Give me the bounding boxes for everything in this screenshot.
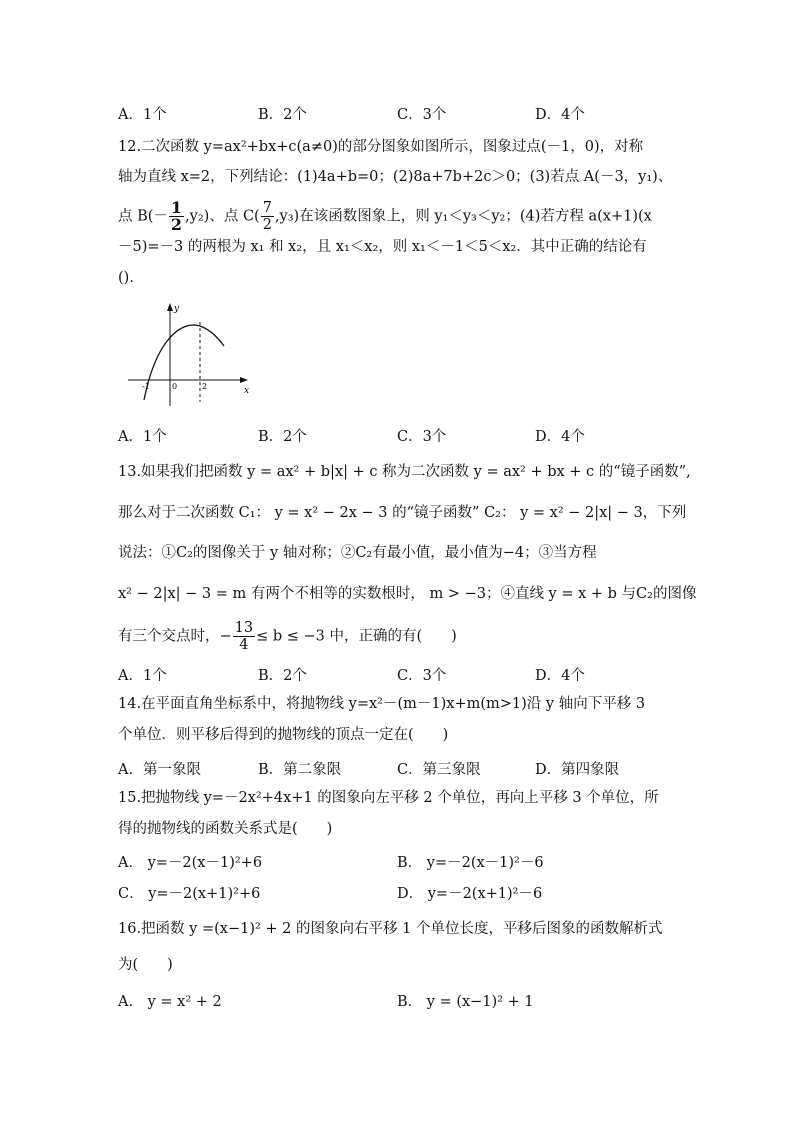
x-label: x [244,386,250,396]
q13-line-4: x² − 2|x| − 3 = m 有两个不相等的实数根时， m > −3；④直线 y = x + b 与C₂的图像 [118,586,697,602]
frac-den: 4 [239,637,249,653]
q16-options [118,990,678,1010]
q13-line-5a: 有三个交点时，− [118,628,232,645]
q13-options [118,664,678,684]
q13-fraction [233,620,255,653]
frac-num: 1 [170,198,183,217]
option-a[interactable]: A．1个 [118,107,167,123]
option-c[interactable]: C．3个 [397,668,447,684]
q13-line-3: 说法：①C₂的图像关于 y 轴对称；②C₂有最小值，最小值为−4；③当方程 [118,545,597,561]
q15-line-2: 得的抛物线的函数关系式是( ) [118,821,333,837]
option-c[interactable]: C．第三象限 [397,762,481,778]
option-c[interactable]: C．3个 [397,429,447,445]
q12-line-3c: ,y₃)在该函数图象上，则 y₁＜y₃＜y₂；(4)若方程 a(x+1)(x [274,208,652,225]
q13-line-1: 13.如果我们把函数 y = ax² + b|x| + c 称为二次函数 y = ax² + bx + c 的“镜子函数”, [118,464,691,480]
q12-fraction-half [169,200,184,233]
q14-line-1: 14.在平面直角坐标系中，将抛物线 y=x²－(m－1)x+m(m>1)沿 y 轴向下平移 3 [118,696,646,712]
q15-line-1: 15.把抛物线 y=－2x²+4x+1 的图象向左平移 2 个单位，再向上平移 3 个单位，所 [118,790,659,806]
q15-options-row-2 [118,882,678,902]
q12-line-3 [118,200,652,233]
q12-line-3b: ,y₂)、点 C( [185,208,260,225]
q12-options [118,425,678,445]
q12-line-2: 轴为直线 x=2，下列结论：(1)4a+b=0；(2)8a+7b+2c＞0；(3)若点 A(－3，y₁)、 [118,169,673,185]
q12-line-5: ()． [118,270,144,286]
option-a[interactable]: A． y=－2(x－1)²+6 [118,855,263,871]
q15-options-row-1 [118,851,678,871]
tick-neg1: -1 [142,382,150,391]
q12-fraction-seven-half [261,200,274,233]
option-d[interactable]: D．4个 [535,107,585,123]
option-b[interactable]: B．2个 [258,107,307,123]
q14-line-2: 个单位．则平移后得到的抛物线的顶点一定在( ) [118,727,449,743]
option-a[interactable]: A．1个 [118,429,167,445]
q16-line-2: 为( ) [118,957,173,973]
q12-line-1: 12.二次函数 y=ax²+bx+c(a≠0)的部分图象如图所示，图象过点(－1，0)，对称 [118,139,644,155]
frac-den: 2 [262,217,272,233]
q16-line-1: 16.把函数 y =(x−1)² + 2 的图象向右平移 1 个单位长度，平移后图象的函数解析式 [118,921,663,937]
option-b[interactable]: B．2个 [258,668,307,684]
tick-0: 0 [172,382,178,391]
option-a[interactable]: A． y = x² + 2 [118,994,222,1010]
q13-line-2: 那么对于二次函数 C₁： y = x² − 2x − 3 的“镜子函数” C₂： y = x² − 2|x| − 3，下列 [118,505,687,521]
option-d[interactable]: D．第四象限 [535,762,620,778]
option-c[interactable]: C．3个 [397,107,447,123]
option-b[interactable]: B．第二象限 [258,762,342,778]
option-b[interactable]: B． y = (x−1)² + 1 [397,994,534,1010]
x-axis-arrow [240,377,248,383]
prev-question-options [118,103,678,123]
frac-den: 2 [170,215,183,234]
tick-2: 2 [202,382,208,391]
y-axis-arrow [167,303,173,311]
option-c[interactable]: C． y=－2(x+1)²+6 [118,886,261,902]
frac-num: 13 [234,620,254,636]
frac-num: 7 [262,200,272,216]
option-a[interactable]: A．第一象限 [118,762,201,778]
y-label: y [174,304,180,314]
option-b[interactable]: B．2个 [258,429,307,445]
q13-line-5 [118,620,457,653]
q14-options [118,758,678,778]
option-d[interactable]: D．4个 [535,429,585,445]
parabola-graph [126,300,256,410]
q13-line-5b: ≤ b ≤ −3 中，正确的有( ) [256,628,457,645]
q12-line-3a: 点 B(－ [118,208,168,225]
option-d[interactable]: D． y=－2(x+1)²－6 [397,886,543,902]
parabola-curve [144,325,224,400]
q12-line-4: －5)=－3 的两根为 x₁ 和 x₂，且 x₁＜x₂，则 x₁＜－1＜5＜x₂．其中正确的结论有 [118,239,647,255]
option-a[interactable]: A．1个 [118,668,167,684]
option-d[interactable]: D．4个 [535,668,585,684]
option-b[interactable]: B． y=－2(x－1)²－6 [397,855,544,871]
